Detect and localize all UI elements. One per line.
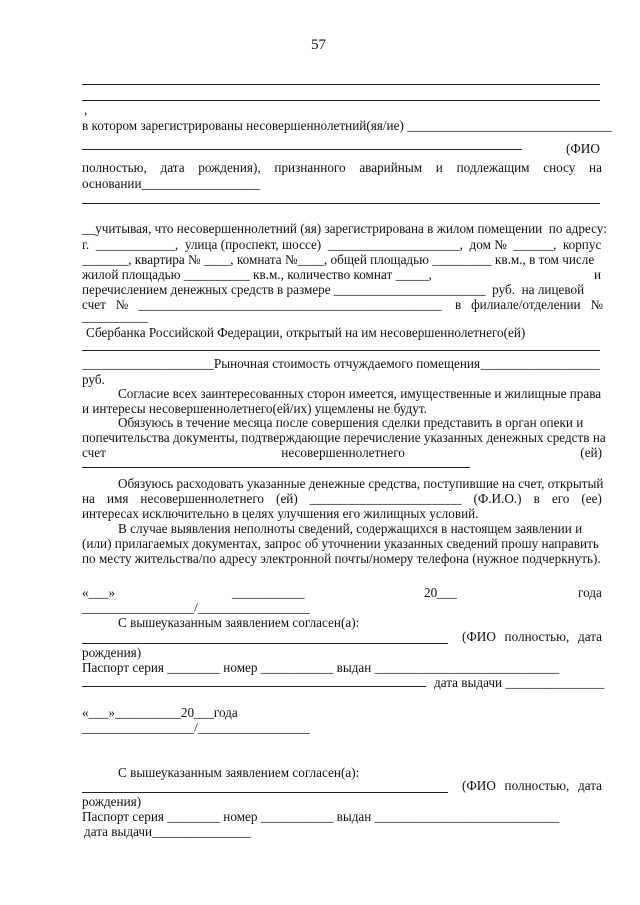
date-word: года bbox=[578, 585, 602, 600]
spend-paragraph-3: интересах исключительно в целях улучшения его жилищных условий. bbox=[82, 506, 479, 521]
blank-line bbox=[82, 686, 426, 687]
blank-line bbox=[82, 203, 600, 204]
fio-label: (ФИО bbox=[566, 141, 600, 156]
page-number: 57 bbox=[311, 37, 326, 53]
considering-line: __учитывая, что несовершеннолетний (яя) зарегистрирована в жилом помещении по адресу: bbox=[82, 221, 607, 236]
blank-line bbox=[82, 149, 522, 150]
blank-line bbox=[82, 84, 600, 85]
blank-line bbox=[82, 643, 448, 644]
incomplete-paragraph: В случае выявления неполноты сведений, содержащихся в настоящем заявлении и bbox=[118, 521, 583, 536]
rub-label: руб. bbox=[82, 372, 105, 387]
market-value-line: ____________________Рыночная стоимость отчуждаемого помещения bbox=[82, 356, 481, 371]
living-area-line: жилой площадью __________ кв.м., количество комнат _____, bbox=[82, 267, 432, 282]
oblige-paragraph: Обязуюсь в течение месяца после совершения сделки представить в орган опеки и bbox=[118, 415, 584, 430]
issue-date-2: дата выдачи_______________ bbox=[84, 824, 252, 839]
signature-line-2: _________________/_________________ bbox=[82, 720, 310, 735]
registered-line: в котором зарегистрированы несовершеннолетний(яя/ие) _______________________________ bbox=[82, 118, 612, 133]
market-value-blank: __________________ bbox=[481, 356, 600, 371]
agree-fio-second: (ФИО полностью, дата bbox=[462, 778, 602, 793]
agree-title-2: С вышеуказанным заявлением согласен(а): bbox=[118, 765, 360, 780]
issue-date: дата выдачи _______________ bbox=[434, 675, 605, 690]
oblige-paragraph-2: попечительства документы, подтверждающие перечисление указанных денежных средств на bbox=[82, 430, 606, 445]
spend-paragraph: Обязуюсь расходовать указанные денежные средства, поступившие на счет, открытый bbox=[118, 476, 604, 491]
spend-paragraph-2: на имя несовершеннолетнего (ей) _______________________ (Ф.И.О.) в его (ее) bbox=[82, 491, 602, 506]
comma-mark: , bbox=[84, 102, 88, 117]
account-line: счет № ______________________________________________ bbox=[82, 297, 442, 312]
blank-line bbox=[82, 467, 470, 468]
date-month: ___________ bbox=[232, 585, 305, 600]
short-blank: __________ bbox=[82, 309, 148, 324]
sberbank-line: Сбербанка Российской Федерации, открытый на им несовершеннолетнего(ей) bbox=[86, 325, 526, 340]
oblige-paragraph-3: счет несовершеннолетнего (ей) bbox=[82, 445, 602, 460]
agree-fio-2: рождения) bbox=[82, 645, 142, 660]
transfer-line: перечислением денежных средств в размере _______________________ руб. на лицевой bbox=[82, 282, 585, 297]
signature-line: _________________/_________________ bbox=[82, 600, 310, 615]
agree-fio-2-second: рождения) bbox=[82, 794, 142, 809]
incomplete-paragraph-3: по месту жительства/по адресу электронной почты/номеру телефона (нужное подчеркнуть). bbox=[82, 551, 601, 566]
consent-paragraph: Согласие всех заинтересованных сторон имеется, имущественные и жилищные права bbox=[118, 386, 602, 401]
branch-label: в филиале/отделении № bbox=[455, 297, 604, 312]
date-year: 20___ bbox=[424, 585, 457, 600]
blank-line bbox=[82, 100, 600, 101]
basis-line: основании__________________ bbox=[82, 176, 261, 191]
passport-line: Паспорт серия ________ номер ___________ выдан ____________________________ bbox=[82, 660, 560, 675]
fio-continuation-line: полностью, дата рождения), признанного аварийным и подлежащим сносу на bbox=[82, 160, 602, 175]
passport-line-2: Паспорт серия ________ номер ___________ выдан ____________________________ bbox=[82, 809, 560, 824]
date-day: «___» bbox=[82, 585, 115, 600]
address-line: г. ____________, улица (проспект, шоссе) ____________________, дом № ______, корпус bbox=[82, 237, 602, 252]
living-area-and: и bbox=[594, 267, 602, 282]
consent-paragraph-2: и интересы несовершеннолетнего(ей/их) ущемлены не будут. bbox=[82, 401, 427, 416]
incomplete-paragraph-2: (или) прилагаемых документах, запрос об уточнении указанных сведений прошу направить bbox=[82, 536, 599, 551]
agree-title: С вышеуказанным заявлением согласен(а): bbox=[118, 615, 360, 630]
apartment-line: _______, квартира № ____, комната №____, общей площадью _________ кв.м., в том числе bbox=[82, 252, 595, 267]
date-line-2: «___»__________20___года bbox=[82, 705, 238, 720]
blank-line bbox=[82, 792, 448, 793]
agree-fio: (ФИО полностью, дата bbox=[462, 629, 602, 644]
blank-line bbox=[82, 350, 600, 351]
